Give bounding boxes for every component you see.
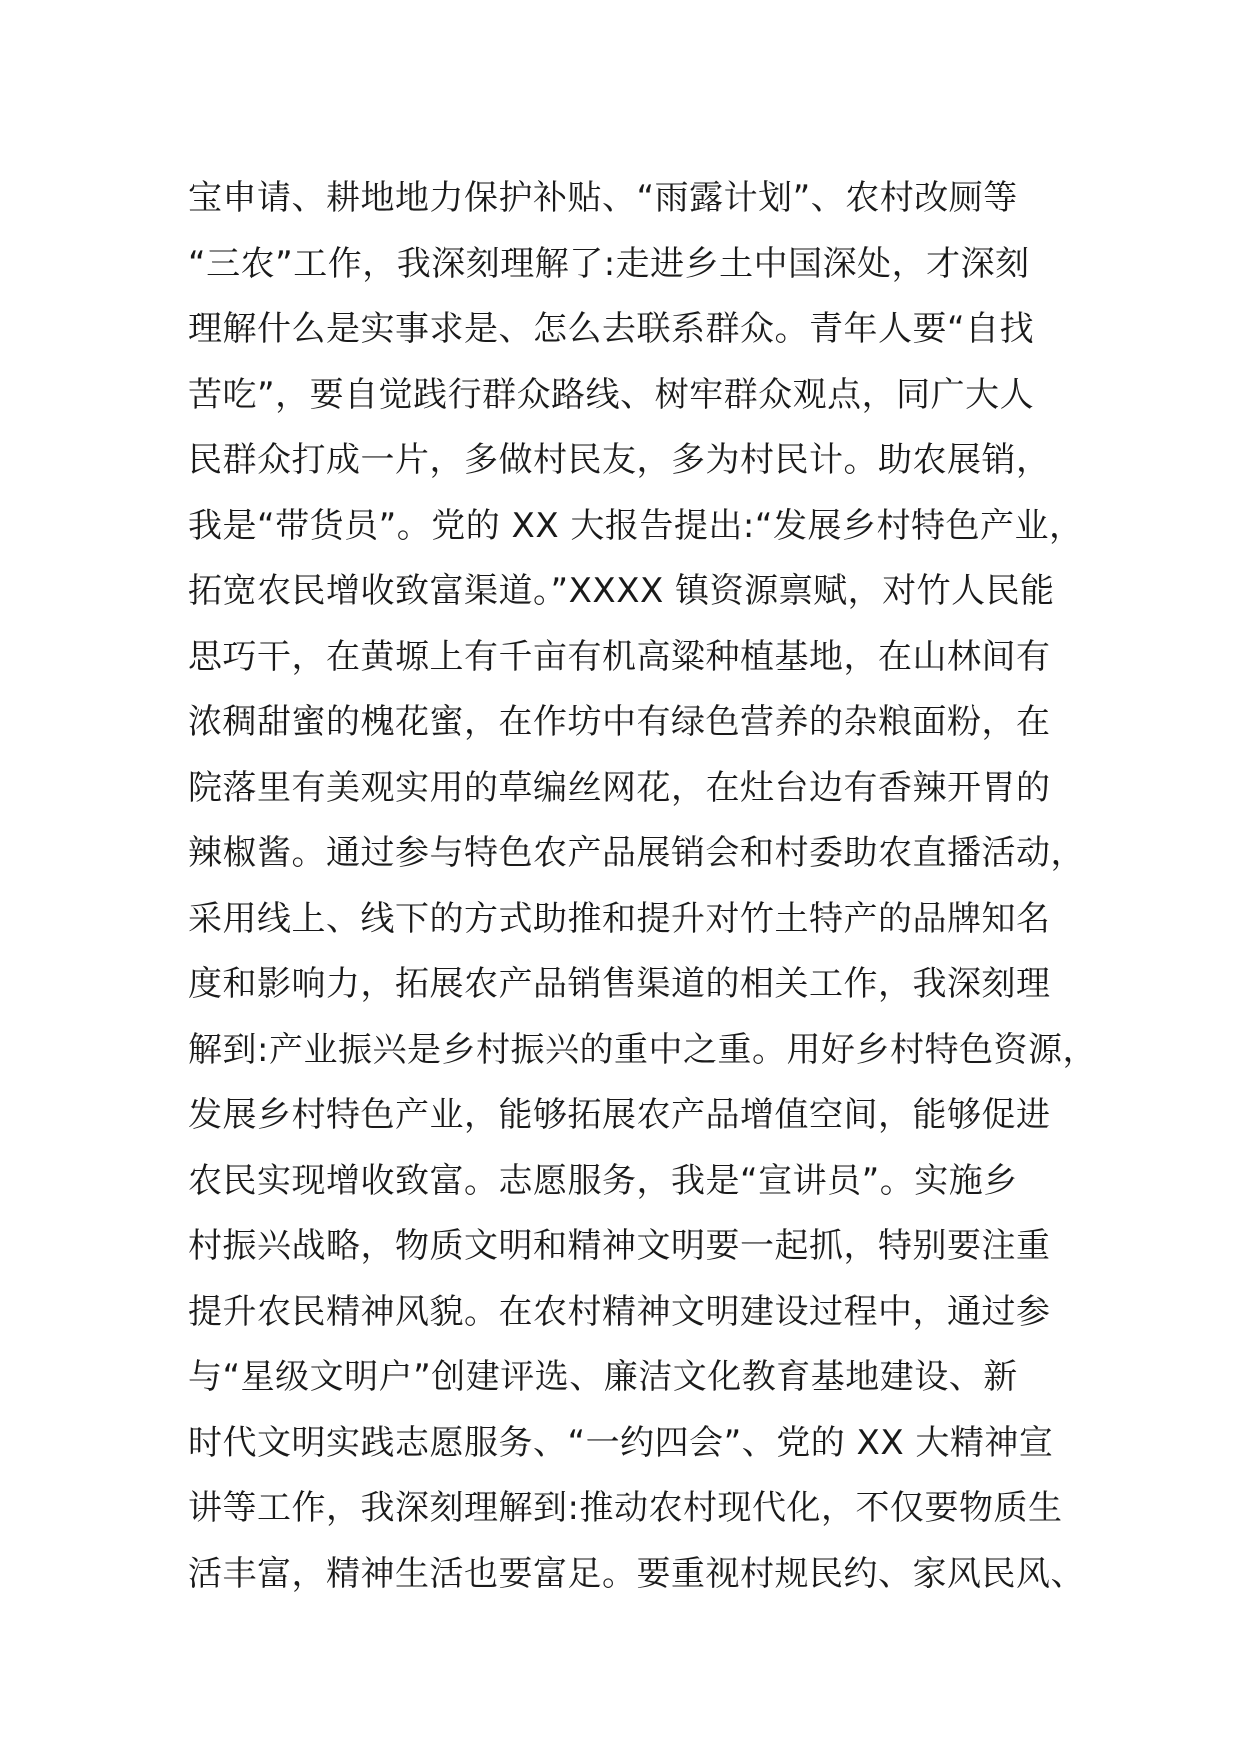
text-line: 采用线上、线下的方式助推和提升对竹土特产的品牌知名	[188, 898, 1051, 939]
text-line: 院落里有美观实用的草编丝网花，在灶台边有香辣开胃的	[188, 767, 1051, 808]
text-line: 度和影响力，拓展农产品销售渠道的相关工作，我深刻理	[188, 964, 1051, 1004]
body-text	[188, 166, 1097, 1607]
text-line: “三农”工作，我深刻理解了:走进乡土中国深处，才深刻	[188, 243, 1030, 284]
text-line: 思巧干，在黄塬上有千亩有机高粱种植基地，在山林间有	[188, 636, 1051, 677]
text-line: 苦吃”，要自觉践行群众路线、树牢群众观点，同广大人	[188, 374, 1035, 415]
text-line: 宝申请、耕地地力保护补贴、“雨露计划”、农村改厕等	[188, 178, 1018, 218]
text-line: 农民实现增收致富。志愿服务，我是“宣讲员”。实施乡	[188, 1160, 1018, 1201]
text-line: 活丰富，精神生活也要富足。要重视村规民约、家风民风、	[188, 1553, 1085, 1594]
text-line: 辣椒酱。通过参与特色农产品展销会和村委助农直播活动，	[188, 833, 1085, 873]
text-line: 我是“带货员”。党的 XX 大报告提出:“发展乡村特色产业，	[188, 505, 1084, 546]
text-line: 发展乡村特色产业，能够拓展农产品增值空间，能够促进	[188, 1095, 1051, 1135]
text-line: 提升农民精神风貌。在农村精神文明建设过程中，通过参	[188, 1291, 1051, 1332]
text-line: 民群众打成一片，多做村民友，多为村民计。助农展销，	[188, 440, 1051, 480]
text-line: 理解什么是实事求是、怎么去联系群众。青年人要“自找	[188, 309, 1035, 349]
text-line: 时代文明实践志愿服务、“一约四会”、党的 XX 大精神宣	[188, 1422, 1054, 1463]
text-line: 与“星级文明户”创建评选、廉洁文化教育基地建设、新	[188, 1357, 1018, 1397]
text-line: 拓宽农民增收致富渠道。”XXXX 镇资源禀赋，对竹人民能	[188, 571, 1055, 611]
text-line: 村振兴战略，物质文明和精神文明要一起抓，特别要注重	[188, 1226, 1051, 1266]
text-line: 解到:产业振兴是乡村振兴的重中之重。用好乡村特色资源，	[188, 1029, 1097, 1070]
text-line: 讲等工作，我深刻理解到:推动农村现代化，不仅要物质生	[188, 1488, 1063, 1528]
text-line: 浓稠甜蜜的槐花蜜，在作坊中有绿色营养的杂粮面粉，在	[188, 702, 1051, 742]
